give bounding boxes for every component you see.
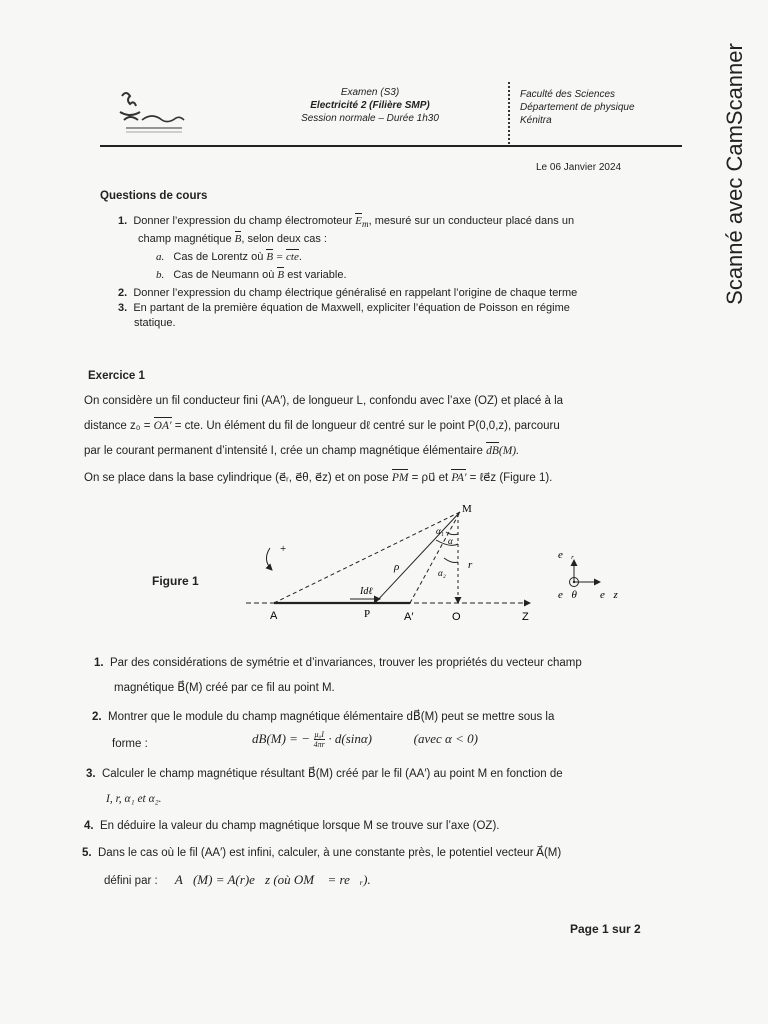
page-footer: Page 1 sur 2	[570, 922, 641, 936]
exam-course: Electricité 2 (Filière SMP)	[310, 100, 430, 111]
label-Z: Z	[522, 611, 529, 623]
exercice-p2: distance z₀ = OA′ = cte. Un élément du fil de longueur dℓ centré sur le point P(0,0,z), parcouru	[84, 420, 560, 432]
label-r: r	[468, 559, 473, 571]
cours-q1a: a. Cas de Lorentz où B = cte.	[156, 251, 302, 263]
institution-info	[520, 88, 635, 127]
exam-title: Examen (S3)	[340, 87, 400, 98]
label-rho: ρ	[394, 561, 400, 573]
arc-alpha1	[436, 540, 458, 545]
question-3: 3. Calculer le champ magnétique résultant B⃗(M) créé par le fil (AA′) au point M en fonction de	[86, 768, 563, 780]
exercice-title: Exercice 1	[88, 370, 145, 382]
exam-info	[270, 86, 470, 125]
cours-q1-line2: champ magnétique B, selon deux cas :	[138, 233, 327, 245]
question-5-line2: défini par : A⃗(M) = A(r)e⃗z (où OM⃗ = re⃗ᵣ).	[104, 872, 371, 887]
label-O: O	[452, 611, 461, 623]
arc-alpha2	[444, 558, 458, 563]
question-2-formula: dB(M) = − $\frac{\text{μ₀I}}{4\pi r}$ · d(sinα) (avec α < 0)	[252, 730, 478, 749]
cours-title: Questions de cours	[100, 190, 208, 202]
label-plus: +	[280, 543, 287, 555]
exercice-p4: On se place dans la base cylindrique (e⃗ᵣ, e⃗θ, e⃗z) et on pose PM = ρu⃗ et PA′ = ℓe⃗z (Figure 1).	[84, 472, 553, 484]
department-name: Département de physique	[520, 102, 635, 113]
label-Aprime: A′	[404, 611, 414, 623]
label-er: e⃗ᵣ	[558, 549, 575, 561]
label-ez: e⃗z	[600, 589, 618, 601]
cours-q1: 1. Donner l’expression du champ électromoteur $E_m$, mesuré sur un conducteur placé dans un	[118, 215, 575, 230]
exam-date: Le 06 Janvier 2024	[536, 162, 622, 173]
question-2-line2: forme :	[112, 738, 148, 750]
question-1: 1. Par des considérations de symétrie et d’invariances, trouver les propriétés du vecteur champ	[94, 657, 582, 669]
label-alpha2: α₂	[438, 568, 446, 578]
city-name: Kénitra	[520, 115, 552, 126]
cours-q3-line2: statique.	[134, 317, 176, 329]
exam-session: Session normale – Durée 1h30	[301, 113, 439, 124]
university-logo	[116, 86, 188, 136]
question-3-line2: I, r, α₁ et α₂.	[106, 793, 162, 805]
rotation-arrow	[266, 548, 272, 570]
label-M: M	[462, 503, 472, 515]
label-etheta: e⃗θ	[558, 589, 577, 601]
label-Idl: Idℓ⃗	[360, 586, 381, 597]
label-P: P	[364, 608, 371, 620]
label-alpha: α	[448, 536, 453, 546]
figure-caption: Figure 1	[152, 574, 199, 588]
cours-q3: 3. En partant de la première équation de Maxwell, expliciter l’équation de Poisson en régime	[118, 302, 570, 314]
question-2: 2. Montrer que le module du champ magnétique élémentaire dB⃗(M) peut se mettre sous la	[92, 711, 555, 723]
cours-q1b: b. Cas de Neumann où B est variable.	[156, 269, 347, 281]
header-rule	[100, 145, 682, 147]
camscanner-watermark: Scanné avec CamScanner	[722, 43, 747, 305]
question-1-line2: magnétique B⃗(M) créé par ce fil au point M.	[114, 682, 335, 694]
cours-q2: 2. Donner l’expression du champ électrique généralisé en rappelant l’origine de chaque terme	[118, 287, 578, 299]
label-alpha1: α₁	[436, 526, 444, 536]
exercice-p1: On considère un fil conducteur fini (AA′), de longueur L, confondu avec l’axe (OZ) et placé à la	[84, 395, 564, 407]
label-A: A	[270, 610, 278, 622]
exercice-p3: par le courant permanent d’intensité I, crée un champ magnétique élémentaire dB(M).	[84, 445, 520, 457]
figure-1-diagram	[240, 500, 640, 630]
question-5: 5. Dans le cas où le fil (AA′) est infini, calculer, à une constante près, le potentiel vecteur A⃗(M)	[82, 847, 562, 859]
header-separator	[508, 82, 510, 144]
faculty-name: Faculté des Sciences	[520, 89, 616, 100]
question-4: 4. En déduire la valeur du champ magnétique lorsque M se trouve sur l’axe (OZ).	[84, 820, 500, 832]
